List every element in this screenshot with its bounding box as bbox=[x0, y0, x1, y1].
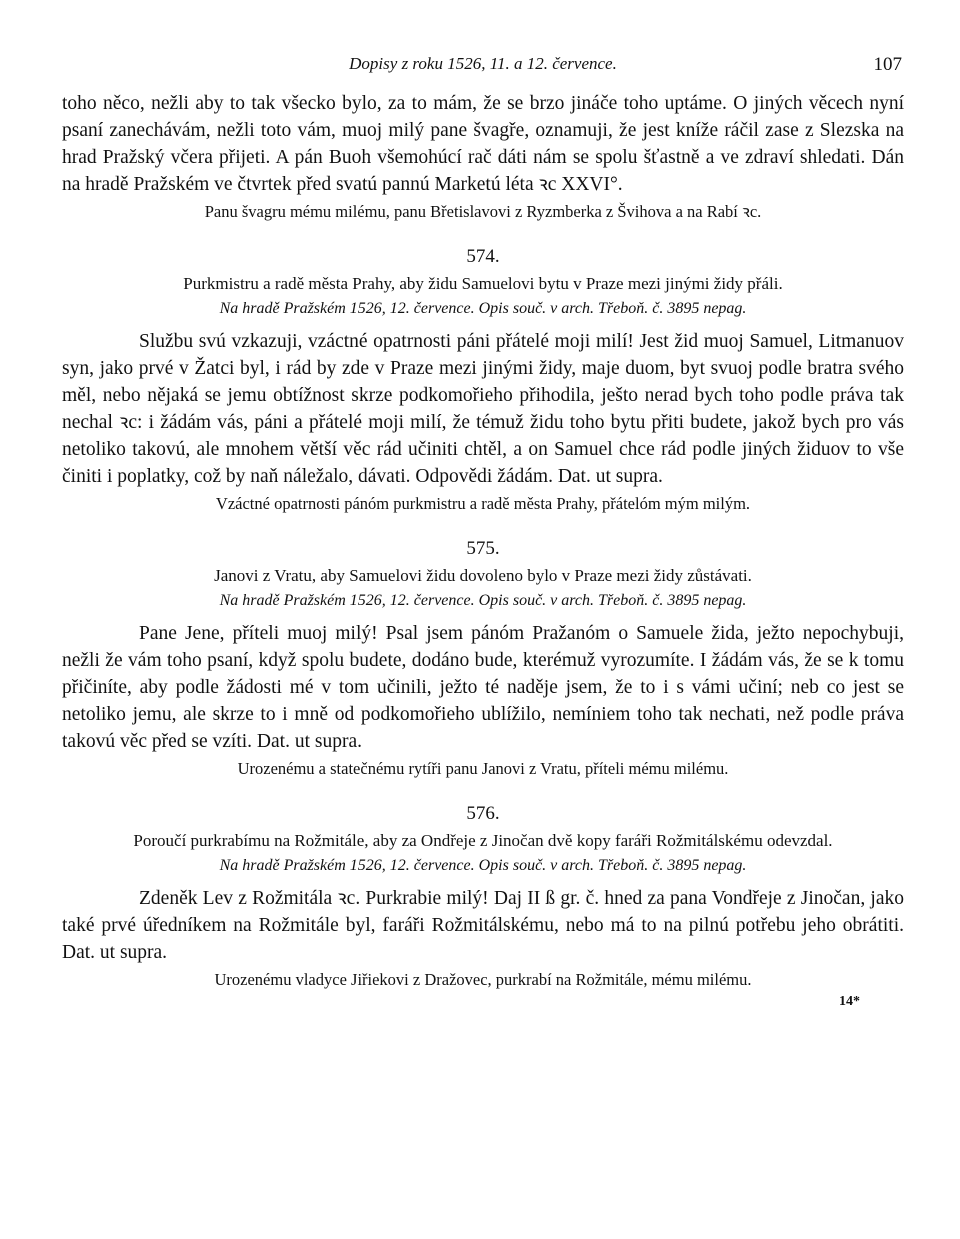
letter-text: Službu svú vzkazuji, vzáctné opatrnosti páni přátelé moji milí! Jest žid muoj Samuel, Litmanuov syn, jako prvé v Žatci byl, i rád by zde v Praze mezi jinými židy, maje duom, byt svuoj podle bratra svého měl, nebo nějaká se jemu obtížnost skrze podkomořieho přihodila, ješto nerad bych toho podle práva tak nechal ꝛc: i žádám vás, páni a přátelé moji milí, že témuž židu toho bytu přiti budete, jakož bych pro vás netoliko takovú, ale mnohem větší věc rád učiniti chtěl, a on Samuel chce rád podle jiných židuov to vše činiti i poplatky, což by naň náležalo, dávati. Odpovědi žádám. Dat. ut supra. bbox=[62, 331, 904, 487]
letter-source: Na hradě Pražském 1526, 12. července. Opis souč. v arch. Třeboň. č. 3895 nepag. bbox=[219, 592, 747, 609]
letter-address: Urozenému vladyce Jiřiekovi z Dražovec, purkrabí na Rožmitále, mému milému. bbox=[214, 970, 752, 989]
letter-576 bbox=[62, 803, 904, 992]
page-number: 107 bbox=[873, 54, 902, 75]
letter-number: 575. bbox=[466, 538, 500, 559]
letter-source: Na hradě Pražském 1526, 12. července. Opis souč. v arch. Třeboň. č. 3895 nepag. bbox=[219, 300, 747, 317]
running-title: Dopisy z roku 1526, 11. a 12. července. bbox=[349, 54, 617, 73]
letter-summary: Poroučí purkrabímu na Rožmitále, aby za Ondřeje z Jinočan dvě kopy faráři Rožmitálskému odevzdal. bbox=[133, 831, 833, 850]
letter-summary: Janovi z Vratu, aby Samuelovi židu dovoleno bylo v Praze mezi židy zůstávati. bbox=[214, 566, 752, 585]
letter-574 bbox=[62, 246, 904, 516]
continuation-block bbox=[62, 90, 904, 224]
letter-text: Zdeněk Lev z Rožmitála ꝛc. Purkrabie milý! Daj II ß gr. č. hned za pana Vondřeje z Jinočan, jako také prvé úředníkem na Rožmitále byl, faráři Rožmitálskému, nebo má to na pilnú potřebu jeho obrátiti. Dat. ut supra. bbox=[62, 888, 904, 963]
document-page bbox=[62, 50, 904, 1010]
signature-mark: 14* bbox=[839, 994, 860, 1009]
page-header bbox=[62, 50, 904, 82]
letter-summary: Purkmistru a radě města Prahy, aby židu Samuelovi bytu v Praze mezi jinými židy přáli. bbox=[183, 274, 783, 293]
letter-number: 574. bbox=[466, 246, 500, 267]
letter-address: Vzáctné opatrnosti pánóm purkmistru a radě města Prahy, přátelóm mým milým. bbox=[215, 494, 751, 513]
continuation-address: Panu švagru mému milému, panu Břetislavovi z Ryzmberka z Švihova a na Rabí ꝛc. bbox=[204, 202, 762, 221]
continuation-text: toho něco, nežli aby to tak všecko bylo, za to mám, že se brzo jináče toho uptáme. O jiných věcech nyní psaní zanechávám, nežli toto vám, muoj milý pane švagře, oznamuji, že jest kníže ráčil zase z Slezska na hrad Pražský včera přijeti. A pán Buoh všemohúcí rač dáti nám se spolu šťastně a ve zdraví shledati. Dán na hradě Pražském ve čtvrtek před svatú pannú Marketú léta ꝛc XXVI°. bbox=[62, 93, 904, 195]
letter-575 bbox=[62, 538, 904, 781]
letter-number: 576. bbox=[466, 803, 500, 824]
letter-text: Pane Jene, příteli muoj milý! Psal jsem pánóm Pražanóm o Samuele žida, ježto nepochybuji, nežli že vám toho psaní, když spolu budete, dodáno bude, kterémuž vyrozumíte. I žádám vás, že se k tomu přičiníte, aby podle žádosti mé v tom učinili, ježto té naděje jsem, že to i s vámi učiní; neb co jest se netoliko jemu, ale skrze to i mně od podkomořieho ublížilo, nemíniem toho tak nechati, než podle práva takovú věc před se vzíti. Dat. ut supra. bbox=[62, 623, 904, 752]
letter-source: Na hradě Pražském 1526, 12. července. Opis souč. v arch. Třeboň. č. 3895 nepag. bbox=[219, 857, 747, 874]
letter-address: Urozenému a statečnému rytíři panu Janovi z Vratu, příteli mému milému. bbox=[237, 759, 729, 778]
